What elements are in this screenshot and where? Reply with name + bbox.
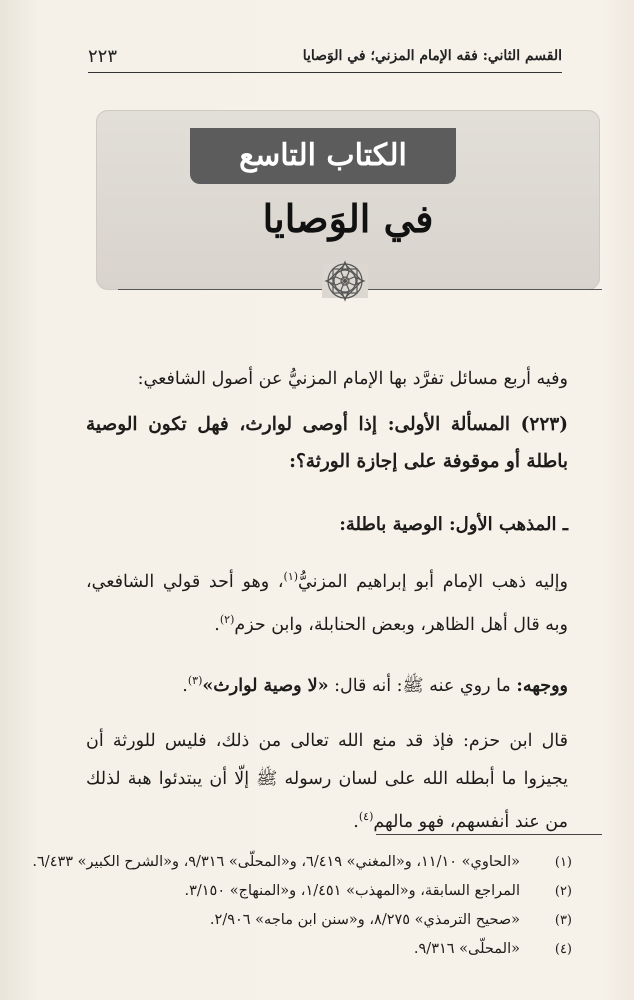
running-title: القسم الثاني: فقه الإمام المزني؛ في الوَصايا [302, 48, 562, 64]
footnote-text: «المحلّى» ٩/٣١٦. [413, 941, 520, 957]
paragraph-2 [86, 662, 568, 705]
footnote-number: (٤) [554, 942, 572, 957]
hadith-quote: «لا وصية لوارث» [202, 675, 329, 696]
chapter-title: في الوَصايا [262, 196, 434, 241]
paragraph-3-end: . [353, 812, 359, 833]
footnote-item [32, 848, 572, 877]
page-number: ٢٢٣ [88, 46, 118, 67]
school-heading: ـ المذهب الأول: الوصية باطلة: [339, 514, 568, 535]
paragraph-3 [86, 722, 568, 841]
footnote-ref-2: (٢) [219, 612, 235, 626]
footnote-text: «الحاوي» ١١/١٠، و«المغني» ٦/٤١٩، و«المحلّى» ٩/٣١٦، و«الشرح الكبير» ٦/٤٣٣. [32, 854, 520, 870]
paragraph-1-text-a: وإليه ذهب الإمام أبو إبراهيم المزنيُّ [298, 571, 568, 592]
footnote-rule [376, 834, 602, 835]
paragraph-1-text-b: ، وهو أحد قولي الشافعي، وبه قال أهل الظاهر، وبعض الحنابلة، وابن حزم [86, 571, 568, 635]
footnote-item [80, 906, 572, 935]
header-rule [88, 72, 562, 73]
paragraph-2-text: ما روي عنه ﷺ: أنه قال: [328, 675, 517, 696]
paragraph-1-end: . [214, 614, 220, 635]
intro-paragraph: وفيه أربع مسائل تفرَّد بها الإمام المزنيُّ عن أصول الشافعي: [137, 369, 568, 389]
paragraph-3-text: قال ابن حزم: فإذ قد منع الله تعالى من ذلك، فليس للورثة أن يجيزوا ما أبطله الله على لسان رسوله ﷺ إلّا أن يبتدئوا هبة لذلك من عند أنفسهم، فهو مالهم [86, 731, 568, 833]
paragraph-2-label: ووجهه: [516, 675, 568, 696]
footnote-ref-4: (٤) [358, 810, 374, 824]
footnote-item [80, 877, 572, 906]
paragraph-1 [86, 558, 568, 644]
book-label: الكتاب التاسع [239, 138, 407, 173]
book-label-tab [190, 128, 456, 184]
running-header [88, 46, 562, 72]
footnote-number: (٢) [554, 884, 572, 899]
footnote-ref-1: (١) [283, 570, 299, 583]
body-text [86, 360, 568, 841]
footnotes [32, 848, 572, 964]
footnote-text: المراجع السابقة، و«المهذب» ١/٤٥١، و«المنهاج» ٣/١٥٠. [184, 883, 520, 899]
footnote-item [80, 935, 572, 964]
footnote-ref-3: (٣) [187, 673, 203, 687]
octagonal-rosette-icon [322, 258, 368, 304]
footnote-number: (٣) [554, 913, 572, 928]
question-heading: (٢٢٣) المسألة الأولى: إذا أوصى لوارث، فهل تكون الوصية باطلة أو موقوفة على إجازة الورثة؟: [86, 414, 568, 472]
paragraph-2-end: . [182, 675, 188, 696]
footnote-number: (١) [554, 855, 572, 870]
footnote-text: «صحيح الترمذي» ٨/٢٧٥، و«سنن ابن ماجه» ٢/٩٠٦. [209, 912, 520, 928]
